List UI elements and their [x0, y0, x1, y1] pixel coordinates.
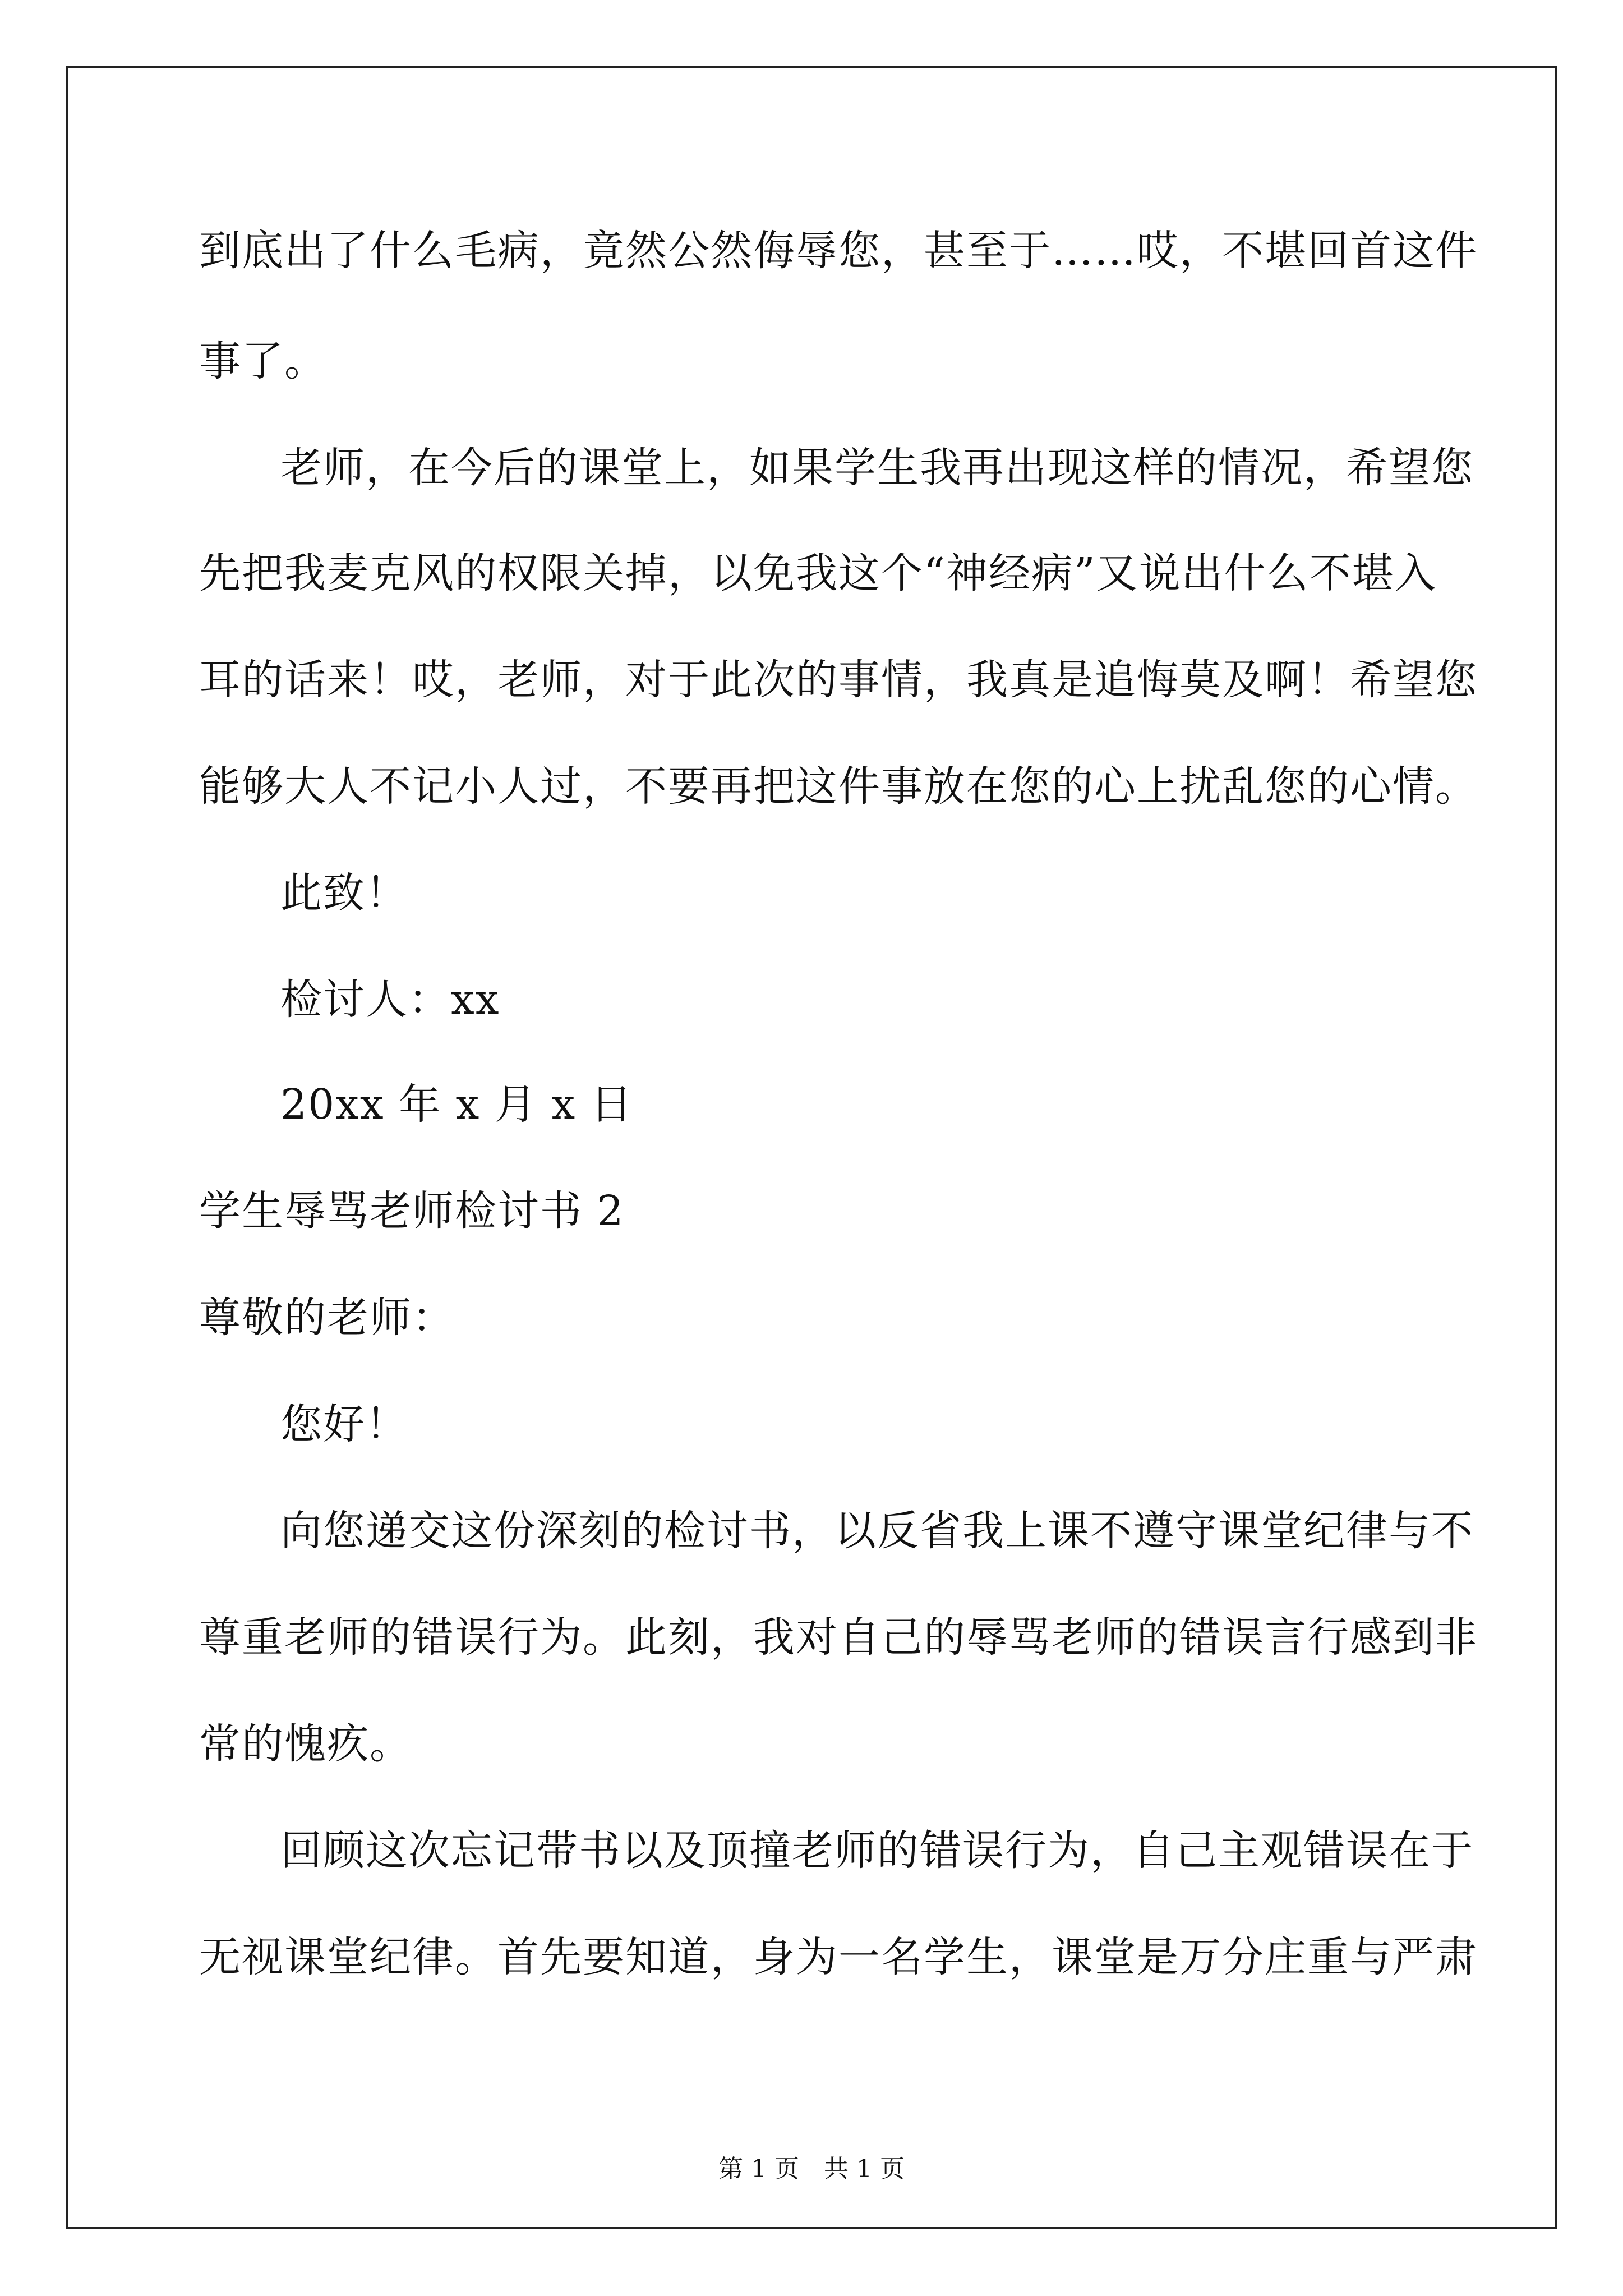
page-number: 第 1 页 共 1 页 — [718, 2155, 905, 2183]
section-title: 学生辱骂老师检讨书 2 — [199, 1187, 625, 1235]
text-line: 向您递交这份深刻的检讨书，以反省我上课不遵守课堂纪律与不 — [280, 1507, 1474, 1555]
text-line: 能够大人不记小人过，不要再把这件事放在您的心上扰乱您的心情。 — [199, 762, 1478, 811]
text-line: 20xx 年 x 月 x 日 — [280, 1080, 633, 1129]
text-line: 到底出了什么毛病，竟然公然侮辱您，甚至于……哎，不堪回首这件 — [199, 227, 1478, 275]
text-line: 老师，在今后的课堂上，如果学生我再出现这样的情况，希望您 — [280, 444, 1474, 492]
greeting: 您好！ — [280, 1400, 408, 1448]
text-line: 先把我麦克风的权限关掉，以免我这个“神经病”又说出什么不堪入 — [199, 549, 1437, 597]
text-line: 事了。 — [199, 337, 327, 385]
text-line: 尊重老师的错误行为。此刻，我对自己的辱骂老师的错误言行感到非 — [199, 1613, 1478, 1662]
text-line: 此致！ — [280, 869, 408, 917]
page-border — [66, 66, 1557, 2229]
text-line: 耳的话来！哎，老师，对于此次的事情，我真是追悔莫及啊！希望您 — [199, 656, 1478, 704]
text-line: 无视课堂纪律。首先要知道，身为一名学生，课堂是万分庄重与严肃 — [199, 1933, 1478, 1981]
text-line: 回顾这次忘记带书以及顶撞老师的错误行为，自己主观错误在于 — [280, 1826, 1474, 1875]
text-line: 常的愧疚。 — [199, 1720, 412, 1768]
salutation: 尊敬的老师： — [199, 1294, 455, 1342]
text-line: 检讨人：xx — [280, 976, 500, 1024]
